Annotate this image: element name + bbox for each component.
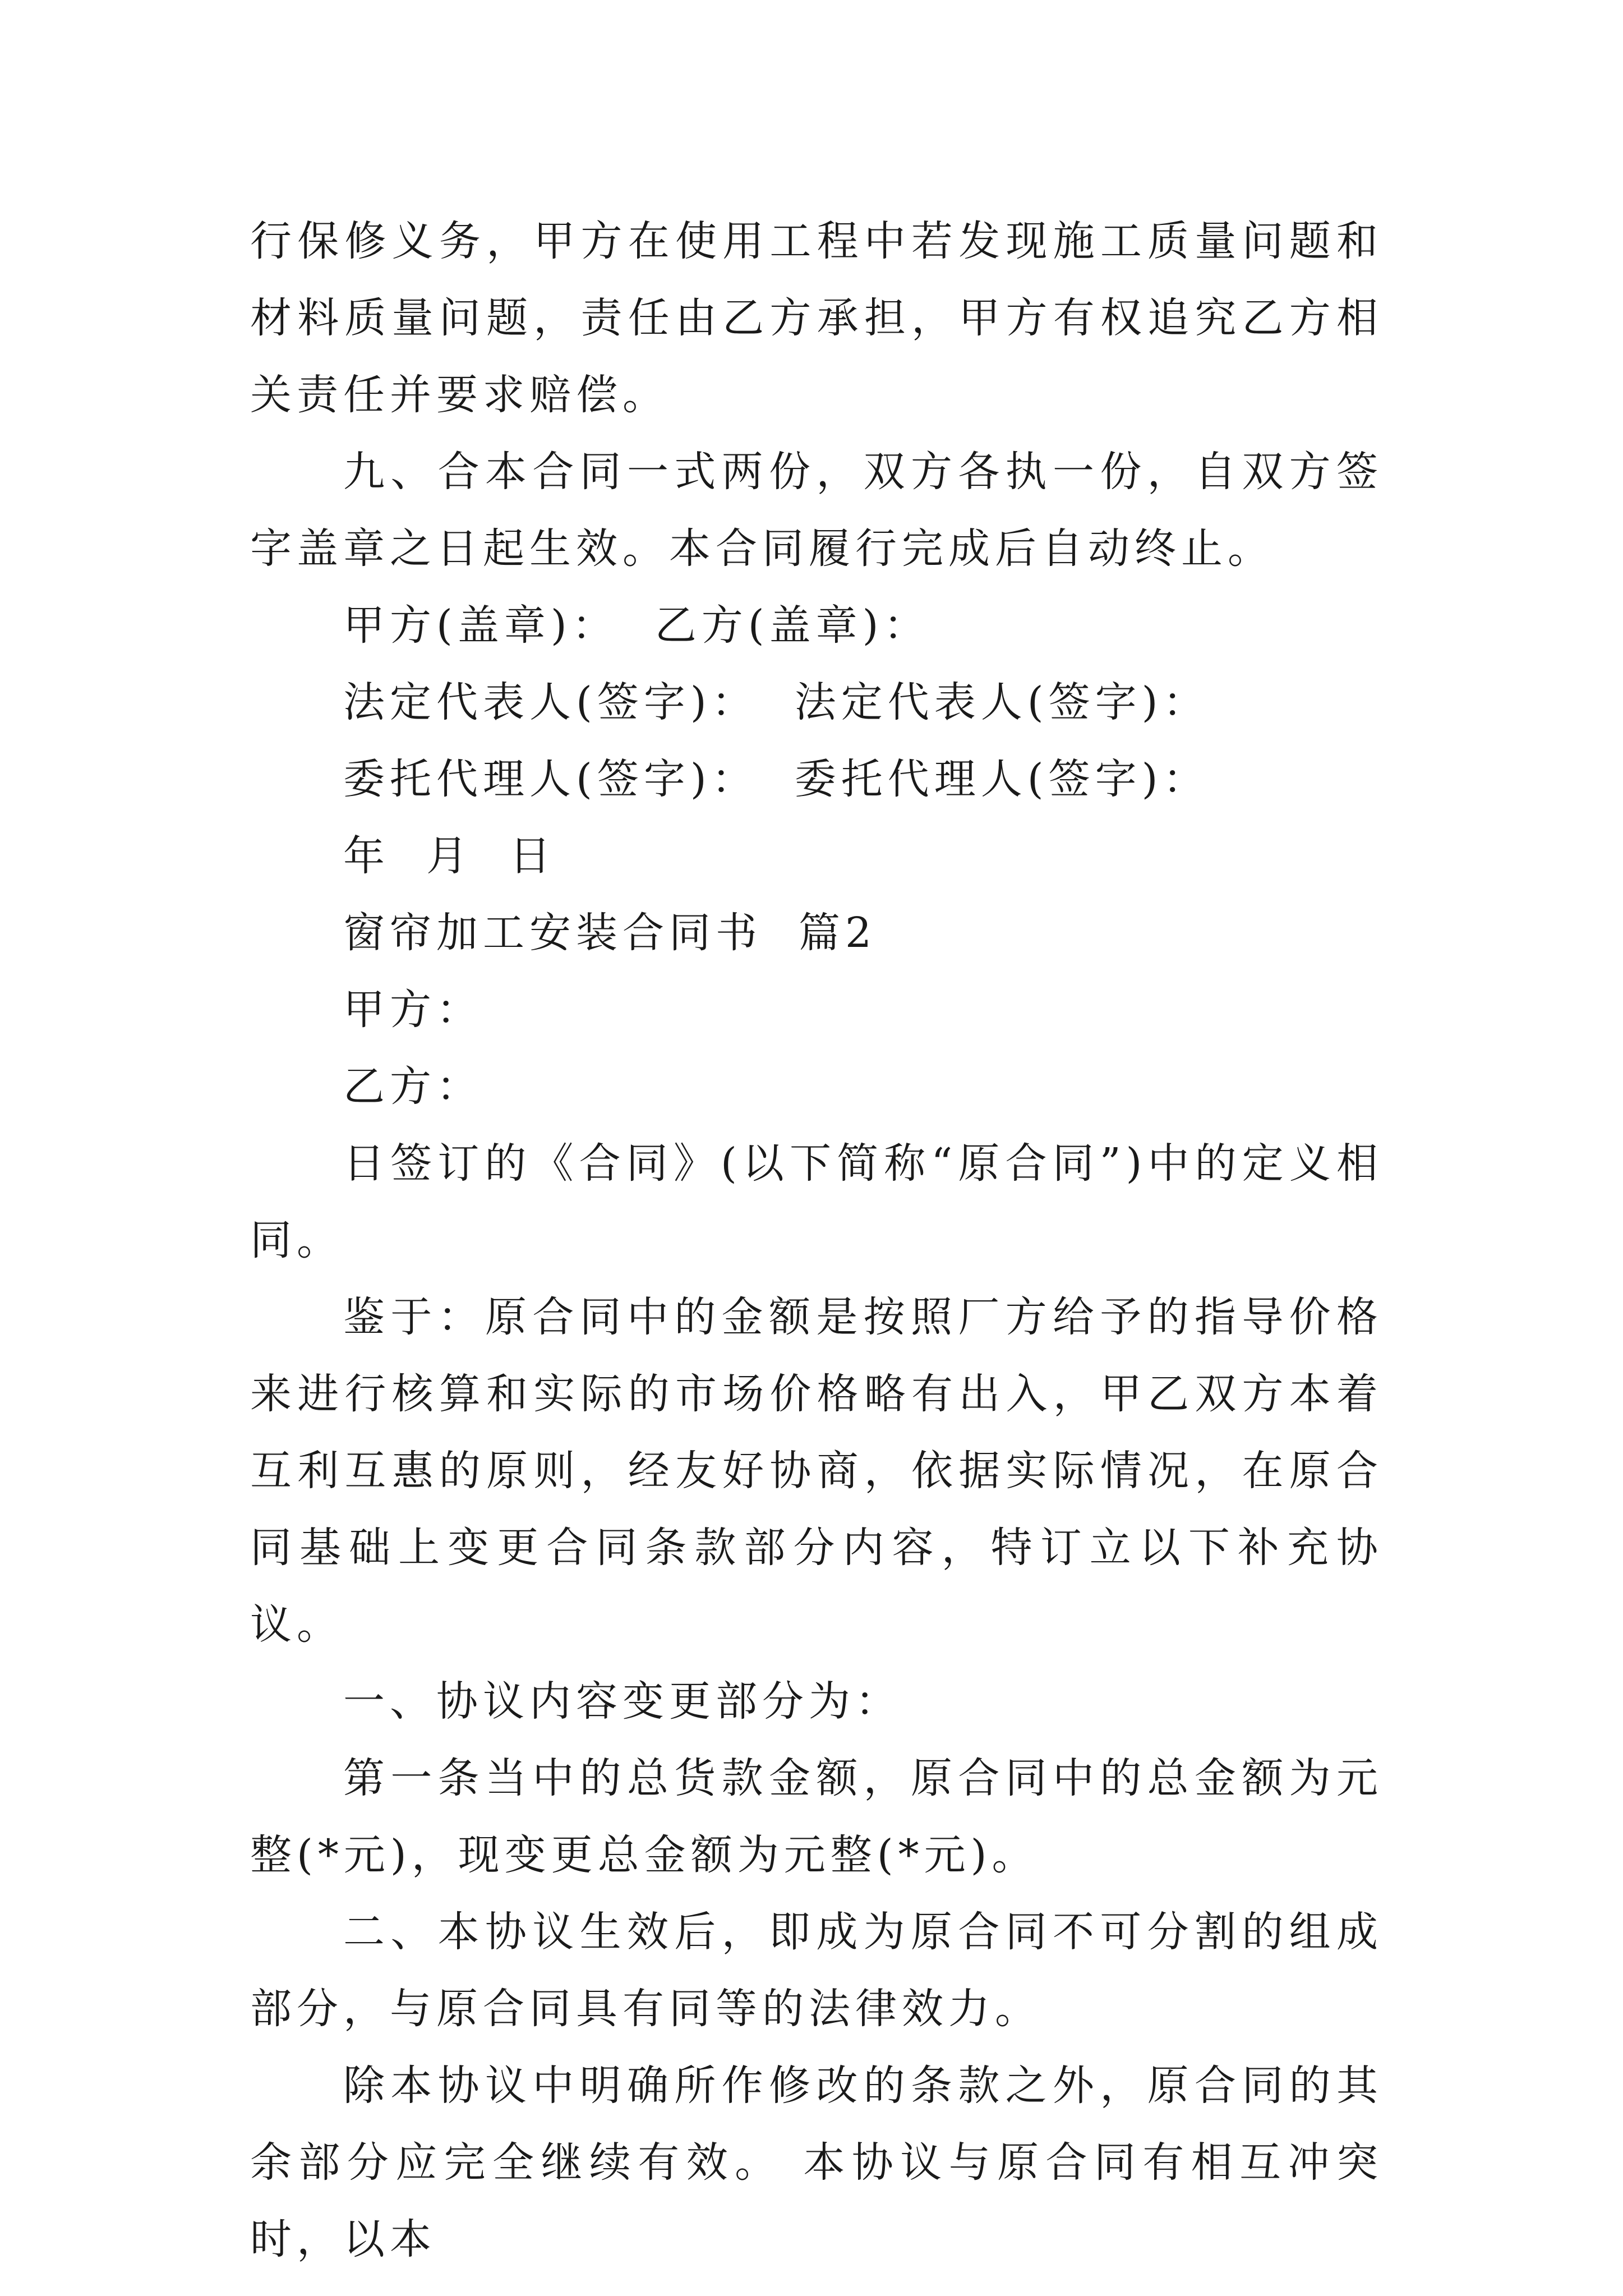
paragraph-article-one-amount: 第一条当中的总货款金额，原合同中的总金额为元整(*元)，现变更总金额为元整(*元)。 [250,1754,1383,1879]
date-line: 年 月 日 [343,832,556,880]
paragraph-whereas: 鉴于：原合同中的金额是按照厂方给予的指导价格来进行核算和实际的市场价格略有出入，甲乙双方本着互利互惠的原则，经友好协商，依据实际情况，在原合同基础上变更合同条款部分内容，特订立以下补充协议。 [250,1293,1383,1649]
paragraph-remaining-terms: 除本协议中明确所作修改的条款之外，原合同的其余部分应完全继续有效。 本协议与原合同有相互冲突时，以本 [250,2062,1383,2263]
signature-seal-line: 甲方(盖章)： 乙方(盖章)： [343,601,930,650]
section-heading: 窗帘加工安装合同书 篇2 [343,909,877,957]
paragraph-definitions: 日签订的《合同》(以下简称“原合同”)中的定义相同。 [250,1139,1383,1264]
signature-legal-representative-line: 法定代表人(签字)： 法定代表人(签字)： [343,678,1210,726]
party-a-line: 甲方： [343,986,483,1034]
paragraph-item-one: 一、协议内容变更部分为： [343,1677,902,1726]
party-b-line: 乙方： [343,1062,483,1111]
paragraph-clause-nine: 九、合本合同一式两份，双方各执一份，自双方签字盖章之日起生效。本合同履行完成后自动终止。 [250,448,1383,573]
paragraph-warranty-continued: 行保修义务，甲方在使用工程中若发现施工质量问题和材料质量问题，责任由乙方承担，甲方有权追究乙方相关责任并要求赔偿。 [250,217,1383,419]
paragraph-item-two: 二、本协议生效后，即成为原合同不可分割的组成部分，与原合同具有同等的法律效力。 [250,1908,1383,2033]
document-body [250,203,1383,2278]
signature-agent-line: 委托代理人(签字)： 委托代理人(签字)： [343,755,1210,803]
